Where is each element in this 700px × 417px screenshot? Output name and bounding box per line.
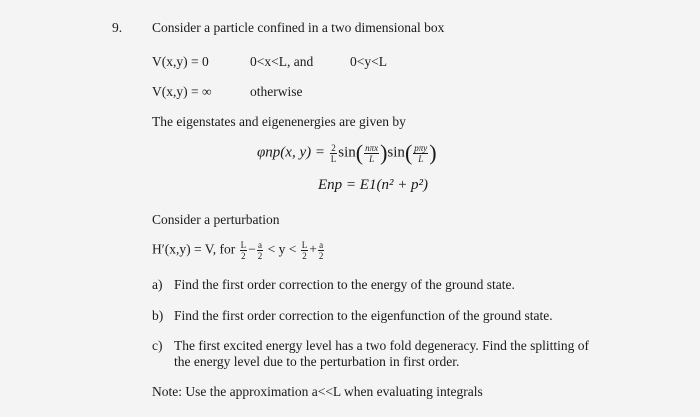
sin-function-2: sin bbox=[387, 144, 405, 161]
sin-argument-2: $\frac{\text{pπy}}{L}$ bbox=[414, 142, 428, 164]
potential-outside-condition: otherwise bbox=[250, 84, 303, 99]
sin-function-1: sin bbox=[338, 144, 356, 161]
energy-equation: Enp = E1(n² + p²) bbox=[318, 177, 429, 193]
question-item-c: c) The first excited energy level has a two fold degeneracy. Find the splitting of the energy level due to the perturbation in first order. bbox=[152, 338, 589, 369]
eigen-intro-text: The eigenstates and eigenenergies are given by bbox=[152, 114, 406, 129]
fraction-L-over-2-b: $\frac{L}{2}$ bbox=[301, 240, 308, 261]
potential-inside-lhs: V(x,y) = 0 bbox=[152, 54, 209, 69]
sin-argument-1: $\frac{\text{nπx}}{L}$ bbox=[365, 142, 379, 164]
intro-text: Consider a particle confined in a two dimensional box bbox=[152, 20, 445, 35]
perturbation-intro-text: Consider a perturbation bbox=[152, 212, 280, 227]
perturbation-middle: < y < bbox=[267, 241, 297, 257]
question-item-b: b) Find the first order correction to the eigenfunction of the ground state. bbox=[152, 308, 553, 323]
perturbation-lhs: H′(x,y) = V bbox=[152, 241, 213, 257]
problem-number: 9. bbox=[112, 20, 123, 35]
question-item-a: a) Find the first order correction to the energy of the ground state. bbox=[152, 277, 515, 292]
perturbation-for: for bbox=[219, 241, 236, 257]
wavefunction-coefficient: $\frac{2}{L}$ bbox=[330, 142, 337, 164]
wavefunction-lhs: φnp(x, y) = bbox=[257, 144, 325, 161]
fraction-a-over-2-a: $\frac{a}{2}$ bbox=[257, 240, 263, 261]
wavefunction-equation: φnp(x, y) = $\frac{2}{L}$ sin( $\frac{\text{nπx}}{L}$ )sin( $\frac{\text{pπy}}{L}$ ) bbox=[257, 140, 437, 165]
potential-x-condition: 0<x<L, and bbox=[250, 54, 314, 69]
potential-y-condition: 0<y<L bbox=[350, 54, 387, 69]
perturbation-equation: H′(x,y) = V, for $\frac{L}{2}$ − $\frac{a}{2}$ < y < $\frac{L}{2}$ + $\frac{a}{2}$ bbox=[152, 240, 324, 261]
potential-outside-lhs: V(x,y) = ∞ bbox=[152, 84, 212, 99]
note-text: Note: Use the approximation a<<L when evaluating integrals bbox=[152, 384, 483, 399]
fraction-a-over-2-b: $\frac{a}{2}$ bbox=[318, 240, 324, 261]
fraction-L-over-2-a: $\frac{L}{2}$ bbox=[240, 240, 247, 261]
